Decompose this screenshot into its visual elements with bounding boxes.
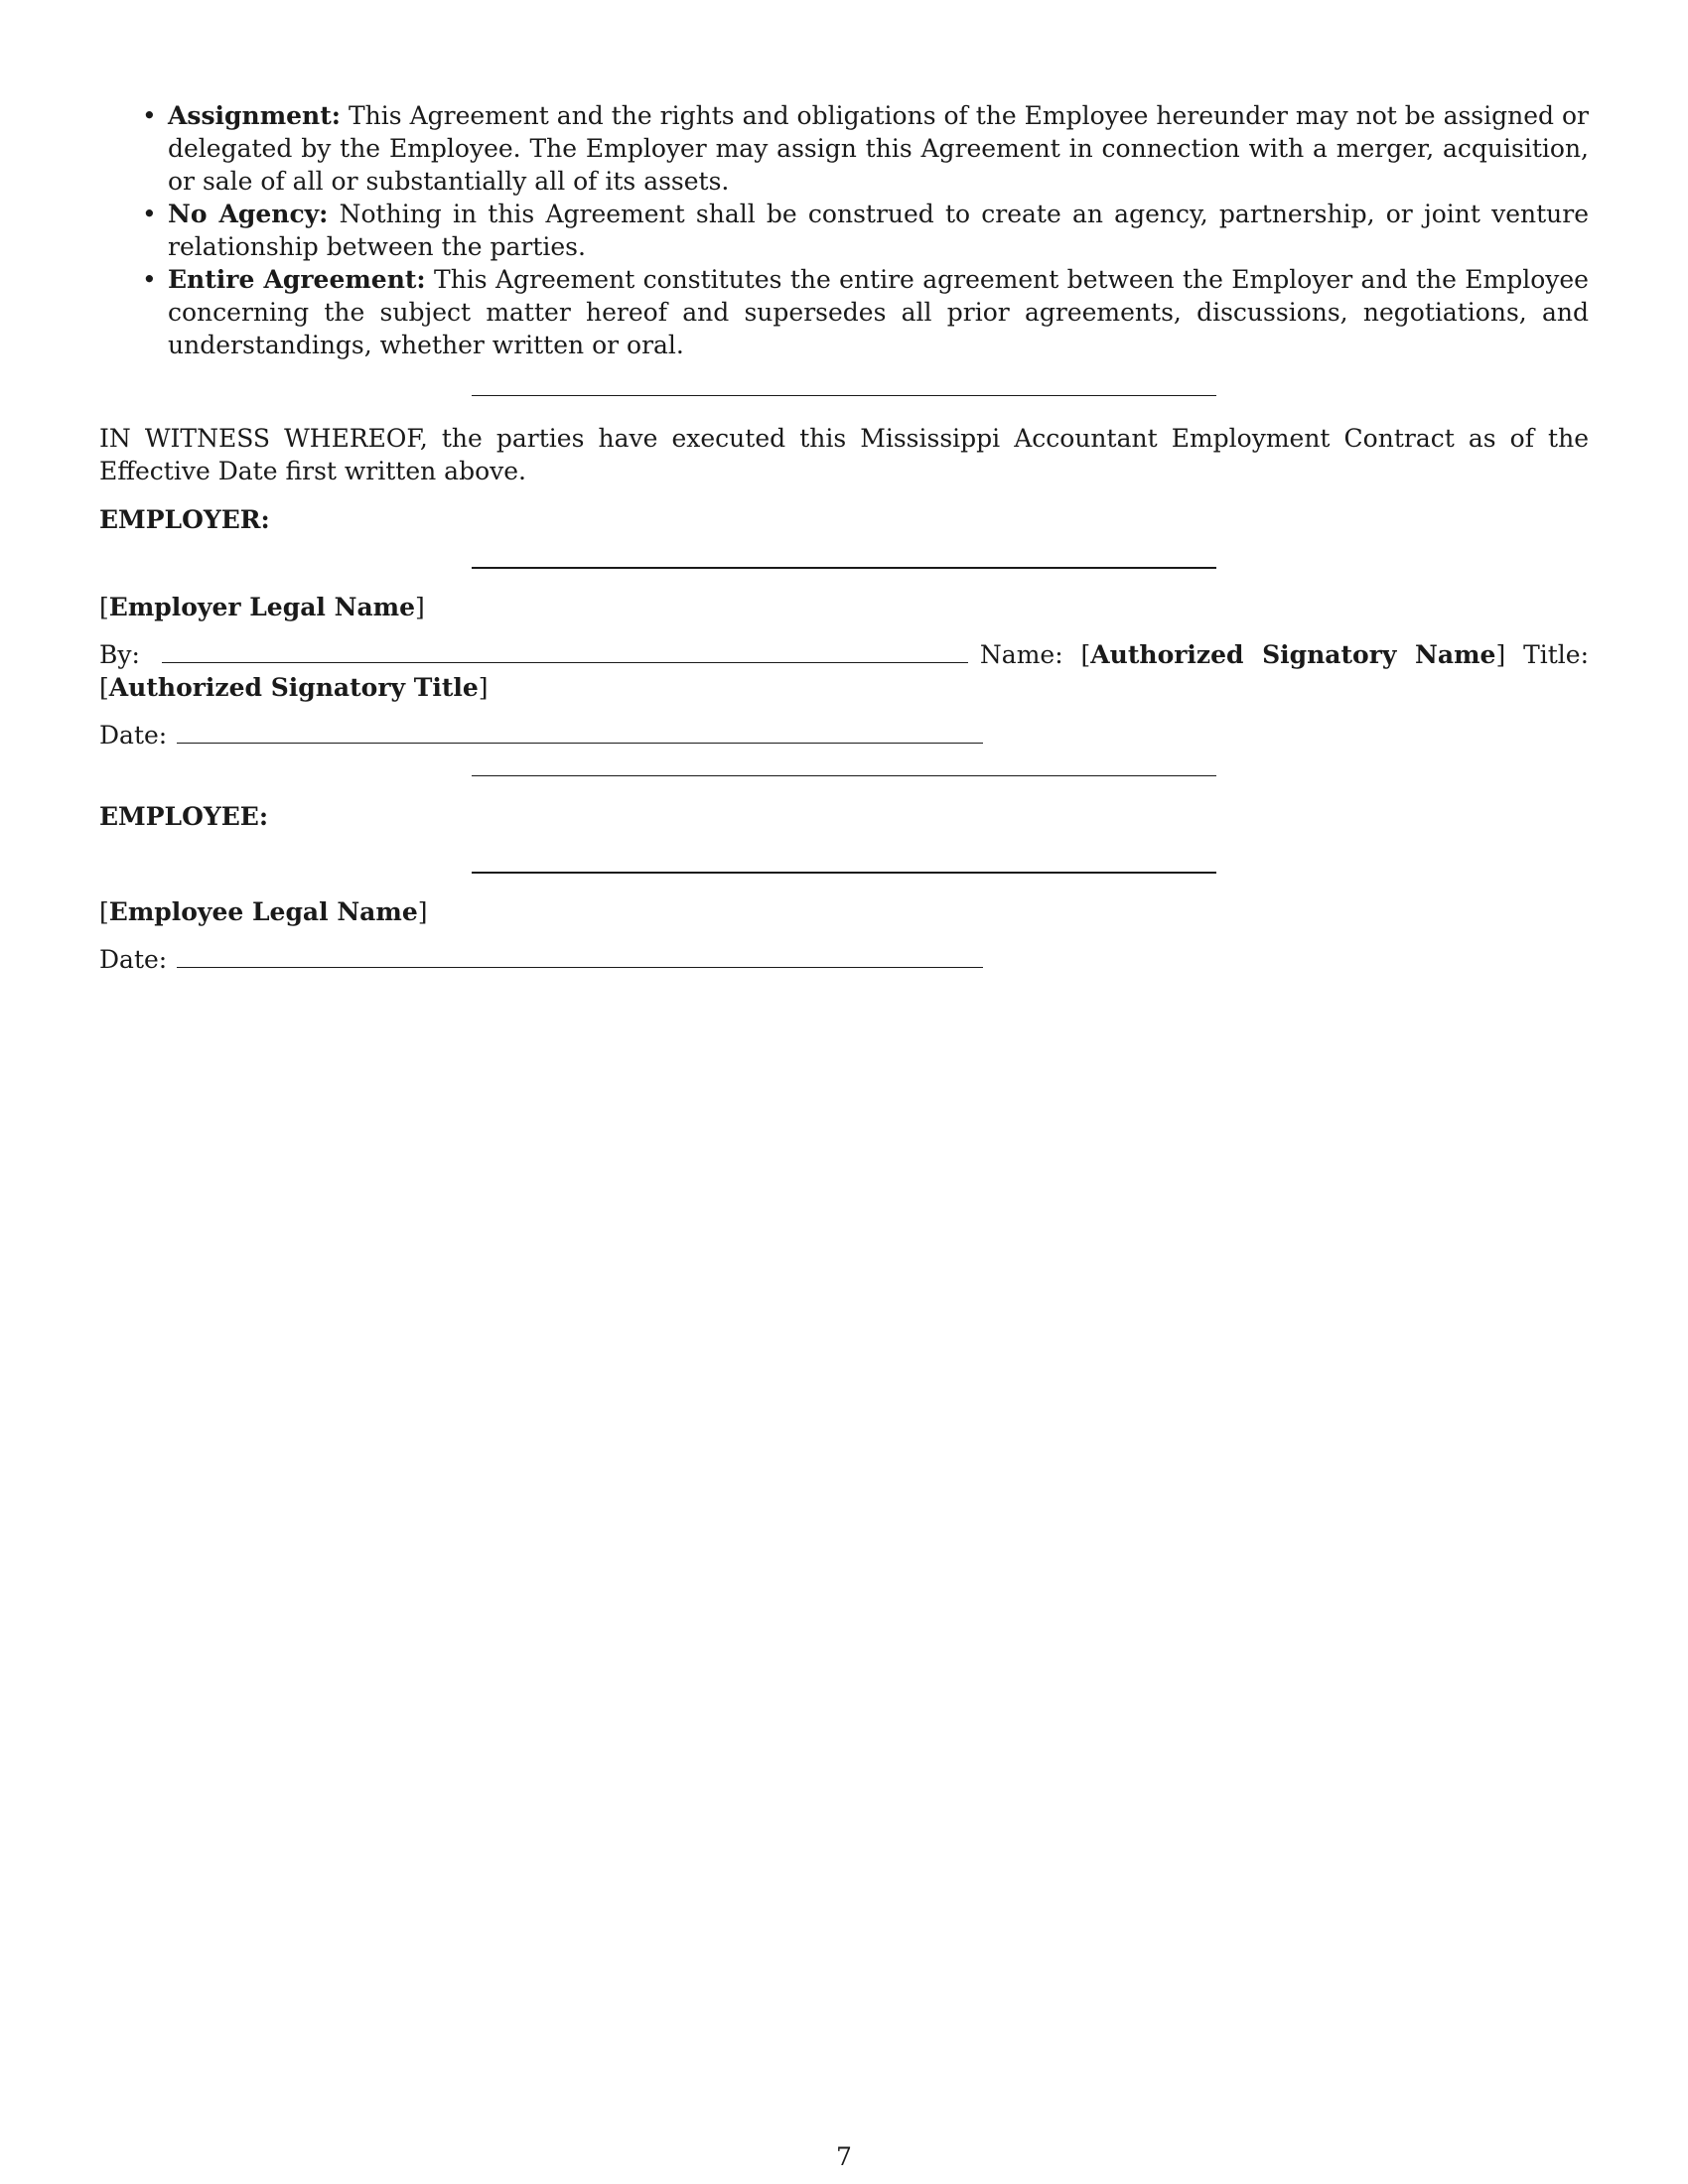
employee-heading: EMPLOYEE: [99,802,269,831]
section-divider [472,775,1216,776]
by-signature-blank[interactable] [162,640,968,663]
clause-entire-agreement [168,263,1589,361]
employer-by-line: By: Name: [Authorized Signatory Name] Title: [Authorized Signatory Title] [99,640,1590,702]
employee-legal-name: [Employee Legal Name] [99,897,428,926]
employer-date-blank[interactable] [177,721,983,744]
witness-paragraph: IN WITNESS WHEREOF, the parties have executed this Mississippi Accountant Employment Contract as of the Effective Date first written above. [99,424,1589,485]
clause-text: Nothing in this Agreement shall be construed to create an agency, partnership, or joint venture relationship between the parties. [168,200,1590,261]
employee-legal-name-placeholder: Employee Legal Name [108,897,418,926]
by-label: By: [99,640,140,669]
clause-text: This Agreement and the rights and obligations of the Employee hereunder may not be assigned or delegated by the Employee. The Employer may assign this Agreement in connection with a merger, acquisition, or sale of all or substantially all of its assets. [168,101,1590,196]
name-label: Name: [979,640,1063,669]
clause-list [99,99,1589,361]
employer-legal-name: [Employer Legal Name] [99,593,425,621]
clause-heading: No Agency: [168,200,329,228]
date-label: Date: [99,721,168,750]
employee-date-line [99,943,1589,976]
section-divider [472,395,1216,396]
date-label: Date: [99,945,168,974]
page-number: 7 [836,2142,852,2171]
clause-text: This Agreement constitutes the entire agreement between the Employer and the Employee concerning the subject matter hereof and supersedes all prior agreements, discussions, negotiations, and understandings, whether written or oral. [168,265,1589,359]
clause-heading: Assignment: [168,101,342,130]
employer-legal-name-placeholder: Employer Legal Name [108,593,416,621]
clause-no-agency [168,198,1589,263]
document-page [99,99,1589,976]
employer-date-line [99,719,1589,751]
signatory-name-placeholder: Authorized Signatory Name [1090,640,1496,669]
employer-heading: EMPLOYER: [99,505,270,534]
employee-date-blank[interactable] [177,945,983,968]
employee-signature-line[interactable] [472,872,1216,874]
clause-assignment [168,99,1589,198]
title-label: Title: [1523,640,1590,669]
clause-heading: Entire Agreement: [168,265,426,294]
signatory-title-placeholder: Authorized Signatory Title [108,673,479,702]
employer-signature-line[interactable] [472,567,1216,569]
